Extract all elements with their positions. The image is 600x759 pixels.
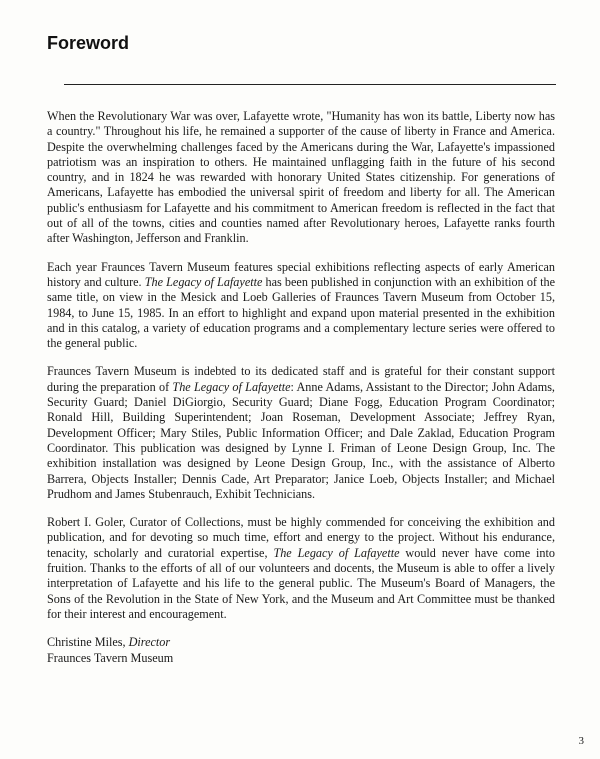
paragraph-4-text-b: would never have come into fruition. Thanks to the efforts of all of our volunteers and docents, the Museum is able to offer a lively interpretation of Lafayette and his life to the general public. The Museum's Board of Managers, the Sons of the Revolution in the State of New York, and the Museum and Art Committee must be thanked for their interest and encouragement. [47,545,556,621]
foreword-body [47,109,555,666]
signature-role: Director [128,635,171,650]
signature-block [47,635,555,666]
page-title: Foreword [47,33,130,53]
paragraph-4-text-a: Robert I. Goler, Curator of Collections, must be highly commended for conceiving the exhibition and publication, and for devoting so much time, effort and energy to the project. Without his endurance, tenacity, scholarly and curatorial expertise, [47,515,555,560]
book-title-italic: The Legacy of Lafayette [144,274,263,289]
book-title-italic: The Legacy of Lafayette [273,545,400,560]
paragraph-3-text-b: : Anne Adams, Assistant to the Director; John Adams, Security Guard; Daniel DiGiorgio, Security Guard; Diane Fogg, Education Program Coordinator; Ronald Hill, Building Superintendent; Joan Roseman, Development Associate; Jeffrey Ryan, Development Officer; Mary Stiles, Public Information Officer; and Dale Zaklad, Education Program Coordinator. This publication was designed by Lynne I. Friman of Leone Design Group, Inc. The exhibition installation was designed by Leone Design Group, Inc., with the assistance of Alberto Barrera, Objects Installer; Dennis Cade, Art Preparator; Janice Loeb, Objects Installer; and Michael Prudhom and James Stubenrauch, Exhibit Technicians. [47,379,555,501]
signature-name: Christine Miles, [47,635,129,650]
page-number: 3 [578,735,584,747]
paragraph-4 [47,515,555,622]
paragraph-2-text-a: Each year Fraunces Tavern Museum features special exhibitions reflecting aspects of early American history and culture. [47,259,555,289]
signature-line [47,635,555,650]
signature-organization: Fraunces Tavern Museum [47,650,174,665]
paragraph-1: When the Revolutionary War was over, Lafayette wrote, "Humanity has won its battle, Liberty now has a country." Throughout his life, he remained a supporter of the cause of liberty in France and America. Despite the overwhelming challenges faced by the Americans during the War, Lafayette's impassioned patriotism was an inspiration to others. He maintained unflagging faith in the future of his second country, and in 1824 he was rewarded with honorary United States citizenship. For generations of Americans, Lafayette has embodied the universal spirit of freedom and liberty for all. The American public's enthusiasm for Lafayette and his commitment to American freedom is reflected in the fact that out of all of the towns, cities and counties named after Revolutionary heroes, Lafayette ranks fourth after Washington, Jefferson and Franklin. [47,109,555,246]
paragraph-2-text-b: has been published in conjunction with an exhibition of the same title, on view in the Mesick and Loeb Galleries of Fraunces Tavern Museum from October 15, 1984, to June 15, 1985. In an effort to highlight and expand upon material presented in the exhibition and in this catalog, a variety of education programs and a complementary lecture series were offered to the general public. [47,274,555,351]
book-title-italic: The Legacy of Lafayette [172,379,291,394]
paragraph-3-text-a: Fraunces Tavern Museum is indebted to its dedicated staff and is grateful for their constant support during the preparation of [47,364,555,394]
title-divider [64,84,556,85]
paragraph-2 [47,260,555,352]
paragraph-3 [47,364,555,502]
